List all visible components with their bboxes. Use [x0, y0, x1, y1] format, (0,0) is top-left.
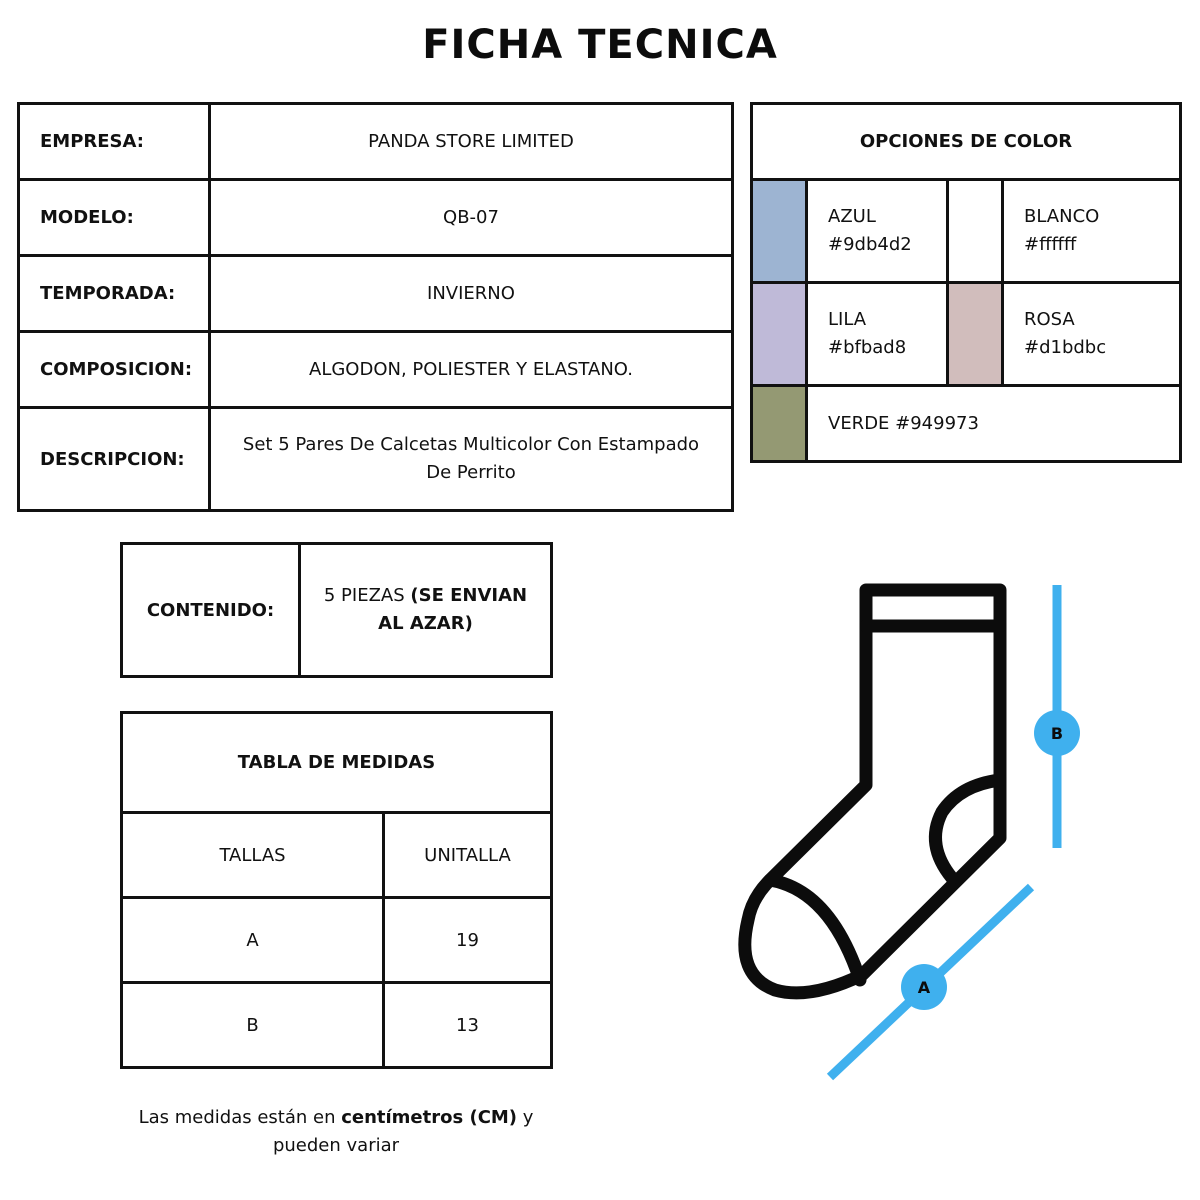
descripcion-label: DESCRIPCION:: [19, 408, 210, 511]
empresa-label: EMPRESA:: [19, 104, 210, 180]
color-swatch-blanco: [948, 180, 1003, 283]
table-row: [752, 283, 1181, 386]
table-row: [122, 713, 552, 813]
note-text-end: y pueden variar: [272, 1107, 534, 1156]
color-name: ROSA: [1024, 309, 1075, 330]
table-row: [19, 256, 733, 332]
color-hex: #d1bdbc: [1024, 337, 1107, 358]
color-hex: #bfbad8: [828, 337, 907, 358]
contenido-label: CONTENIDO:: [122, 544, 300, 677]
contenido-value: [300, 544, 552, 677]
color-swatch-verde: [752, 386, 807, 462]
empresa-value: PANDA STORE LIMITED: [210, 104, 733, 180]
size-value: 13: [384, 983, 552, 1068]
sock-outline-icon: [745, 590, 1000, 993]
color-verde: VERDE #949973: [807, 386, 1181, 462]
color-rosa: [1003, 283, 1181, 386]
table-row: [122, 544, 552, 677]
page-title: FICHA TECNICA: [422, 22, 778, 68]
column-header-unitalla: UNITALLA: [384, 813, 552, 898]
color-options-table: [750, 102, 1182, 463]
color-lila: [807, 283, 948, 386]
note-unit: centímetros (CM): [341, 1107, 518, 1128]
contenido-quantity: 5 PIEZAS: [323, 585, 411, 606]
color-options-header: OPCIONES DE COLOR: [752, 104, 1181, 180]
column-header-tallas: TALLAS: [122, 813, 384, 898]
size-chart-table: [120, 711, 553, 1069]
modelo-value: QB-07: [210, 180, 733, 256]
composicion-label: COMPOSICION:: [19, 332, 210, 408]
composicion-value: ALGODON, POLIESTER Y ELASTANO.: [210, 332, 733, 408]
table-row: [122, 898, 552, 983]
color-azul: [807, 180, 948, 283]
color-swatch-rosa: [948, 283, 1003, 386]
table-row: [122, 813, 552, 898]
table-row: [19, 180, 733, 256]
measure-b-label: B: [1050, 724, 1064, 743]
color-hex: #9db4d2: [828, 234, 912, 255]
descripcion-value: Set 5 Pares De Calcetas Multicolor Con Estampado De Perrito: [210, 408, 733, 511]
table-row: [752, 386, 1181, 462]
color-blanco: [1003, 180, 1181, 283]
size-chart-header: TABLA DE MEDIDAS: [122, 713, 552, 813]
temporada-label: TEMPORADA:: [19, 256, 210, 332]
table-row: [752, 104, 1181, 180]
color-swatch-lila: [752, 283, 807, 386]
table-row: [19, 104, 733, 180]
color-name: LILA: [828, 309, 867, 330]
size-value: 19: [384, 898, 552, 983]
table-row: [19, 408, 733, 511]
temporada-value: INVIERNO: [210, 256, 733, 332]
size-label: B: [122, 983, 384, 1068]
contenido-note: (SE ENVIAN AL AZAR): [378, 585, 528, 634]
contenido-table: [120, 542, 553, 678]
modelo-label: MODELO:: [19, 180, 210, 256]
color-name: BLANCO: [1024, 206, 1100, 227]
measurements-note: [120, 1104, 552, 1160]
table-row: [122, 983, 552, 1068]
info-table: [17, 102, 734, 512]
table-row: [19, 332, 733, 408]
measure-b: [1034, 585, 1080, 848]
size-label: A: [122, 898, 384, 983]
measure-a-label: A: [917, 978, 931, 997]
table-row: [752, 180, 1181, 283]
color-name: AZUL: [828, 206, 876, 227]
note-text: Las medidas están en: [138, 1107, 342, 1128]
color-hex: #ffffff: [1024, 234, 1077, 255]
color-swatch-azul: [752, 180, 807, 283]
sock-diagram: [700, 560, 1100, 1100]
